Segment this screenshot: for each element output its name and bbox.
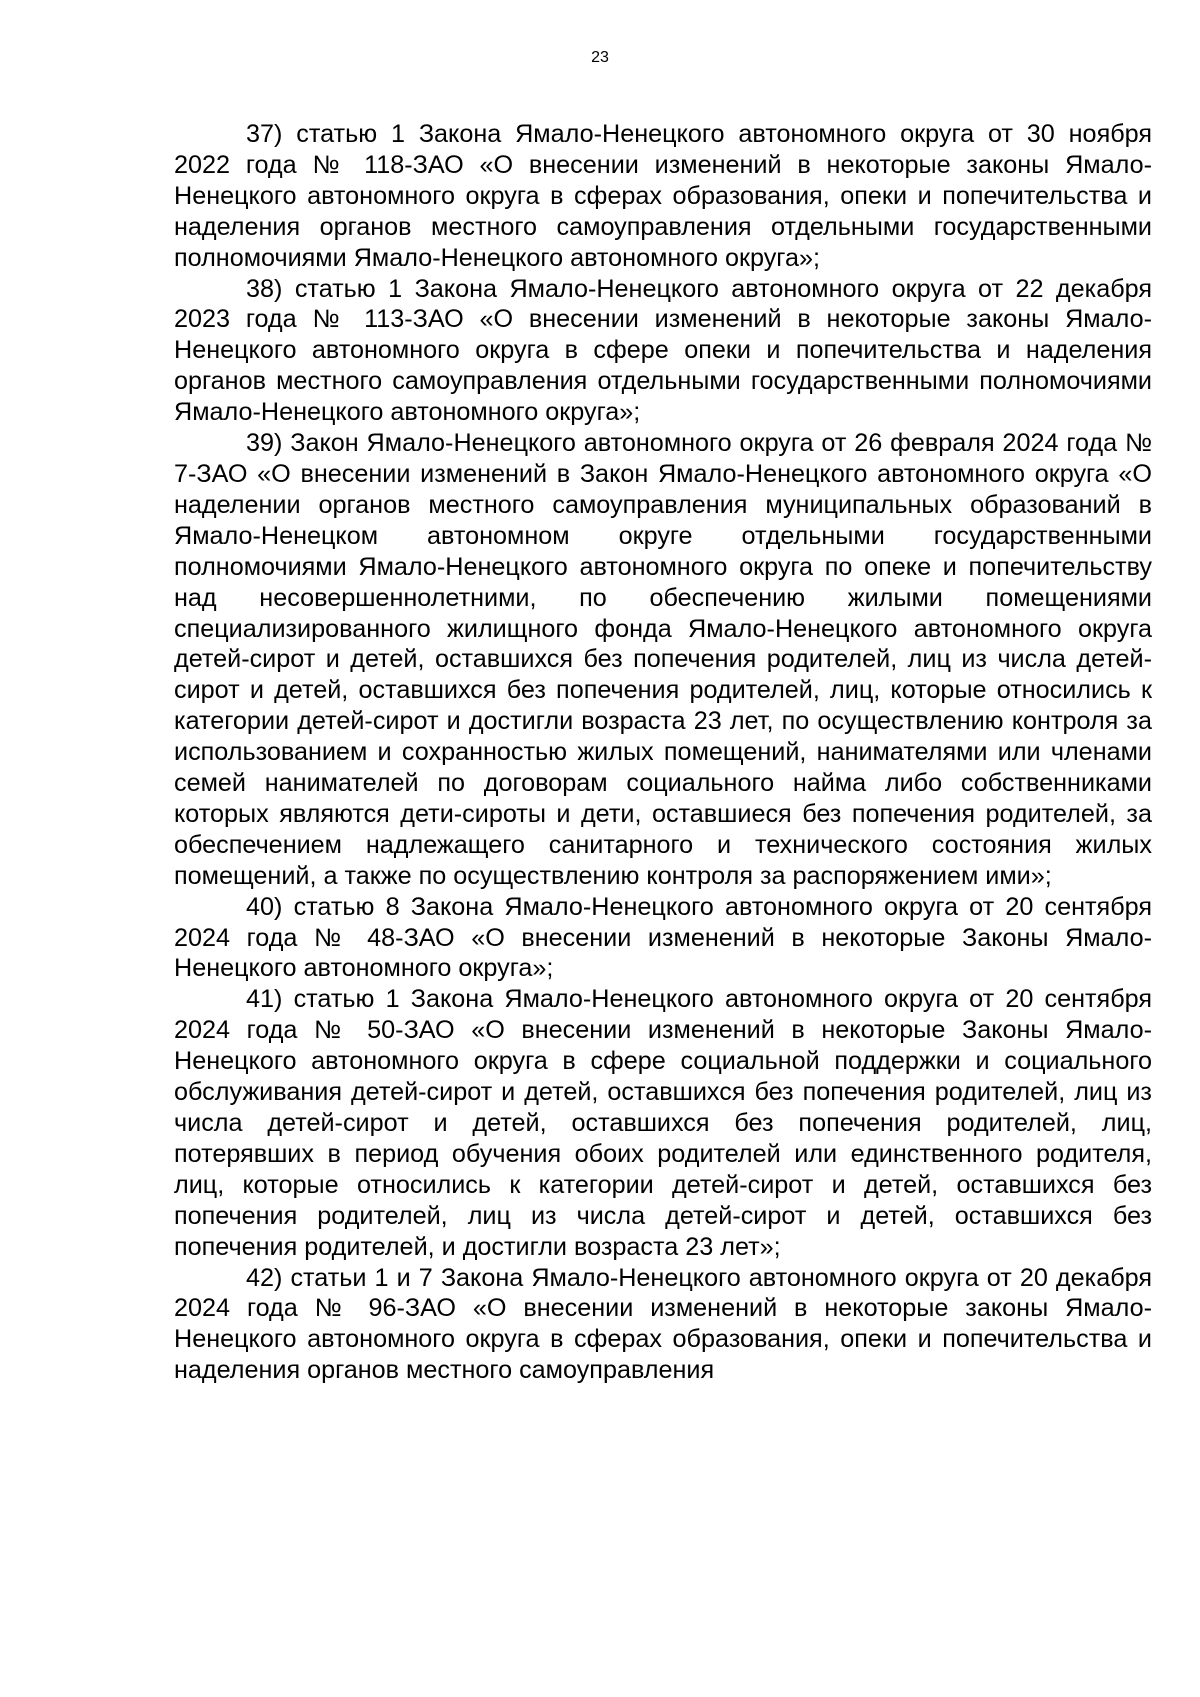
- list-item-39: 39) Закон Ямало-Ненецкого автономного округа от 26 февраля 2024 года № 7-ЗАО «О внесении изменений в Закон Ямало-Ненецкого автономного округа «О наделении органов местного самоуправления муниципальных образований в Ямало-Ненецком автономном округе отдельными государственными полномочиями Ямало-Ненецкого автономного округа по опеке и попечительству над несовершеннолетними, по обеспечению жилыми помещениями специализированного жилищного фонда Ямало-Ненецкого автономного округа детей-сирот и детей, оставшихся без попечения родителей, лиц из числа детей-сирот и детей, оставшихся без попечения родителей, лиц, которые относились к категории детей-сирот и достигли возраста 23 лет, по осуществлению контроля за использованием и сохранностью жилых помещений, нанимателями или членами семей нанимателей по договорам социального найма либо собственниками которых являются дети-сироты и дети, оставшиеся без попечения родителей, за обеспечением надлежащего санитарного и технического состояния жилых помещений, а также по осуществлению контроля за распоряжением ими»;: [174, 429, 1152, 890]
- page-number: 23: [591, 49, 609, 66]
- list-item-41: 41) статью 1 Закона Ямало-Ненецкого автономного округа от 20 сентября 2024 года № 50-ЗАО «О внесении изменений в некоторые Законы Ямало-Ненецкого автономного округа в сфере социальной поддержки и социального обслуживания детей-сирот и детей, оставшихся без попечения родителей, лиц из числа детей-сирот и детей, оставшихся без попечения родителей, лиц, потерявших в период обучения обоих родителей или единственного родителя, лиц, которые относились к категории детей-сирот и детей, оставшихся без попечения родителей, лиц из числа детей-сирот и детей, оставшихся без попечения родителей, и достигли возраста 23 лет»;: [174, 985, 1152, 1261]
- list-item-37: 37) статью 1 Закона Ямало-Ненецкого автономного округа от 30 ноября 2022 года № 118-ЗАО «О внесении изменений в некоторые законы Ямало-Ненецкого автономного округа в сферах образования, опеки и попечительства и наделения органов местного самоуправления отдельными государственными полномочиями Ямало-Ненецкого автономного округа»;: [174, 120, 1152, 272]
- list-item-42: 42) статьи 1 и 7 Закона Ямало-Ненецкого автономного округа от 20 декабря 2024 года № 96-ЗАО «О внесении изменений в некоторые законы Ямало-Ненецкого автономного округа в сферах образования, опеки и попечительства и наделения органов местного самоуправления: [174, 1263, 1152, 1385]
- document-body: [174, 119, 1152, 1386]
- list-item-40: 40) статью 8 Закона Ямало-Ненецкого автономного округа от 20 сентября 2024 года № 48-ЗАО «О внесении изменений в некоторые Законы Ямало-Ненецкого автономного округа»;: [174, 892, 1152, 983]
- list-item-38: 38) статью 1 Закона Ямало-Ненецкого автономного округа от 22 декабря 2023 года № 113-ЗАО «О внесении изменений в некоторые законы Ямало-Ненецкого автономного округа в сфере опеки и попечительства и наделения органов местного самоуправления отдельными государственными полномочиями Ямало-Ненецкого автономного округа»;: [174, 274, 1152, 427]
